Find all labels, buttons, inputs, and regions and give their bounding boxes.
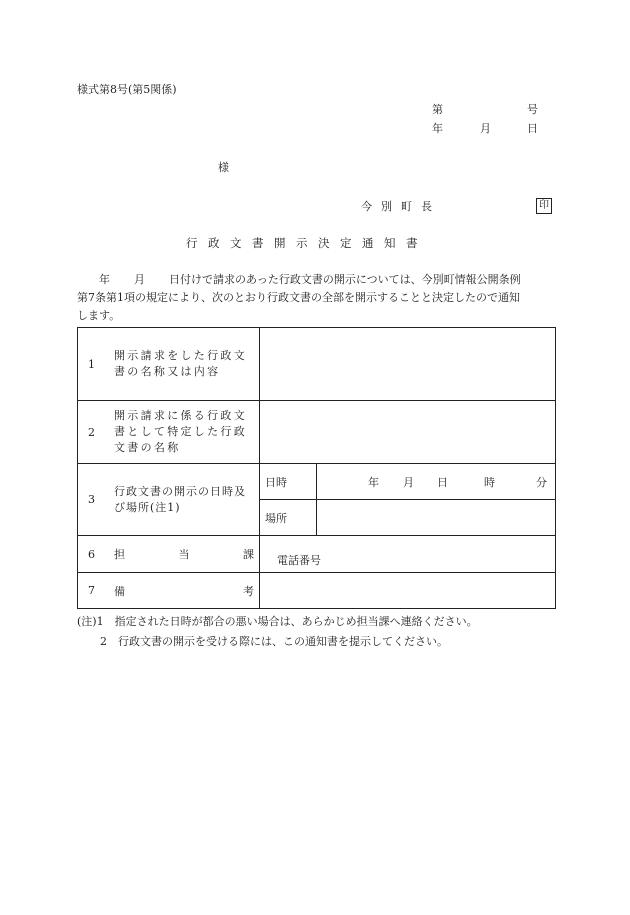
row-7-label-b: 考 — [243, 584, 254, 598]
remarks-value-cell — [260, 573, 556, 609]
datetime-value-cell — [317, 464, 556, 500]
row-6-label-a: 担 — [114, 548, 125, 561]
datetime-month-mark: 月 — [403, 475, 414, 489]
row-1-value-cell — [260, 328, 556, 401]
row-2-value-cell — [260, 401, 556, 464]
row-7-label-a: 備 — [114, 584, 125, 598]
row-1-label-cell — [78, 328, 260, 401]
place-value-cell — [317, 500, 556, 536]
phone-label: 電話番号 — [277, 554, 321, 567]
datetime-year-mark: 年 — [368, 475, 379, 489]
body-line-1 — [77, 271, 555, 289]
form-number-label: 様式第8号(第5関係) — [77, 83, 177, 96]
date-month-mark: 月 — [480, 122, 491, 135]
datetime-minute-mark: 分 — [536, 475, 547, 489]
row-7-label-cell — [78, 573, 260, 609]
body-month-mark: 月 — [134, 273, 145, 286]
row-number: 3 — [88, 493, 95, 506]
datetime-label: 日時 — [265, 475, 287, 489]
row-number: 2 — [88, 425, 95, 439]
body-paragraph — [77, 271, 555, 325]
row-6-label-c: 課 — [243, 548, 254, 561]
document-number-suffix: 号 — [527, 103, 538, 116]
body-year-mark: 年 — [99, 273, 110, 286]
row-number: 6 — [88, 547, 95, 561]
table-row — [78, 536, 556, 573]
date-year-mark: 年 — [432, 122, 443, 135]
phone-cell — [260, 536, 556, 573]
table-row — [78, 464, 556, 500]
addressee-suffix: 様 — [218, 161, 229, 174]
row-number: 7 — [88, 584, 95, 597]
body-line-2: 第7条第1項の規定により、次のとおり行政文書の全部を開示することと決定したので通知 — [77, 291, 520, 304]
table-row — [78, 328, 556, 401]
notes — [77, 612, 478, 652]
note-1: (注)1 指定された日時が都合の悪い場合は、あらかじめ担当課へ連絡ください。 — [77, 615, 478, 628]
row-3-label: 行政文書の開示の日時及び場所(注1) — [114, 484, 246, 514]
date-day-mark: 日 — [527, 122, 538, 135]
body-line-1-text: 日付けで請求のあった行政文書の開示については、今別町情報公開条例 — [169, 273, 521, 286]
document-number-prefix: 第 — [432, 103, 443, 116]
issuer-name: 今別町長 — [361, 200, 441, 213]
body-line-3: します。 — [77, 309, 121, 322]
row-2-label-cell — [78, 401, 260, 464]
datetime-hour-mark: 時 — [484, 475, 495, 489]
row-3-label-cell — [78, 464, 260, 536]
place-label: 場所 — [265, 511, 287, 525]
seal-mark: 印 — [536, 198, 552, 214]
row-number: 1 — [88, 357, 95, 371]
note-2: 2 行政文書の開示を受ける際には、この通知書を提示してください。 — [100, 635, 448, 648]
row-2-label: 開示請求に係る行政文書として特定した行政文書の名称 — [114, 409, 247, 454]
document-title: 行政文書開示決定通知書 — [186, 236, 428, 250]
datetime-label-cell — [260, 464, 317, 500]
place-label-cell — [260, 500, 317, 536]
datetime-day-mark: 日 — [437, 475, 448, 489]
table-row — [78, 573, 556, 609]
info-table — [77, 327, 556, 609]
table-row — [78, 401, 556, 464]
row-6-label-cell — [78, 536, 260, 573]
row-1-label: 開示請求をした行政文書の名称又は内容 — [114, 349, 247, 378]
row-6-label-b: 当 — [178, 548, 190, 561]
